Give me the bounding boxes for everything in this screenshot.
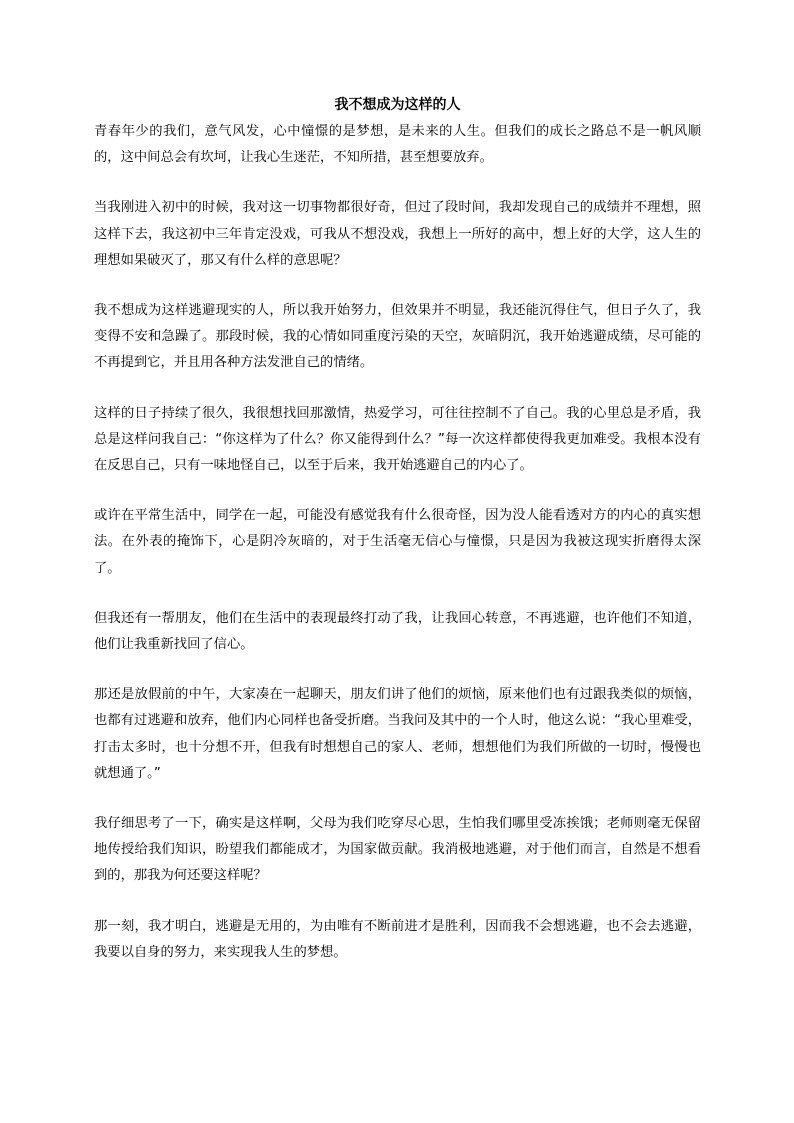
paragraph-8: 我仔细思考了一下，确实是这样啊，父母为我们吃穿尽心思，生怕我们哪里受冻挨饿；老师则毫无保留地传授给我们知识，盼望我们都能成才，为国家做贡献。我消极地逃避，对于他们而言，自然是不想看到的，那我为何还要这样呢？: [94, 816, 701, 884]
paragraph-2: 当我刚进入初中的时候，我对这一切事物都很好奇，但过了段时间，我却发现自己的成绩并不理想，照这样下去，我这初中三年肯定没戏，可我从不想没戏，我想上一所好的高中，想上好的大学，这人生的理想如果破灭了，那又有什么样的意思呢？: [94, 200, 701, 268]
paragraph-1: 青春年少的我们，意气风发，心中憧憬的是梦想，是未来的人生。但我们的成长之路总不是一帆风顺的，这中间总会有坎坷，让我心生迷茫，不知所措，甚至想要放弃。: [94, 124, 701, 166]
document-title: 我不想成为这样的人: [334, 97, 461, 113]
paragraph-7: 那还是放假前的中午，大家凑在一起聊天，朋友们讲了他们的烦恼，原来他们也有过跟我类似的烦恼，也都有过逃避和放弃，他们内心同样也备受折磨。当我问及其中的一个人时，他这么说：“我心里难受，打击太多时，也十分想不开，但我有时想想自己的家人、老师，想想他们为我们所做的一切时，慢慢也就想通了。”: [94, 687, 701, 781]
paragraph-6: 但我还有一帮朋友，他们在生活中的表现最终打动了我，让我回心转意，不再逃避，也许他们不知道，他们让我重新找回了信心。: [94, 610, 701, 653]
paragraph-3: 我不想成为这样逃避现实的人，所以我开始努力，但效果并不明显，我还能沉得住气，但日子久了，我变得不安和急躁了。那段时候，我的心情如同重度污染的天空，灰暗阴沉，我开始逃避成绩，尽可能的不再提到它，并且用各种方法发泄自己的情绪。: [94, 303, 701, 371]
paragraph-9: 那一刻，我才明白，逃避是无用的，为由唯有不断前进才是胜利，因而我不会想逃避，也不会去逃避，我要以自身的努力，来实现我人生的梦想。: [94, 918, 701, 960]
document-body: [94, 91, 701, 990]
paragraph-5: 或许在平常生活中，同学在一起，可能没有感觉我有什么很奇怪，因为没人能看透对方的内心的真实想法。在外表的掩饰下，心是阴冷灰暗的，对于生活毫无信心与憧憬，只是因为我被这现实折磨得太深了。: [94, 508, 701, 576]
paragraph-4: 这样的日子持续了很久，我很想找回那激情，热爱学习，可往往控制不了自己。我的心里总是矛盾，我总是这样问我自己：“你这样为了什么？你又能得到什么？”每一次这样都使得我更加难受。我根本没有在反思自己，只有一味地怪自己，以至于后来，我开始逃避自己的内心了。: [94, 405, 701, 474]
